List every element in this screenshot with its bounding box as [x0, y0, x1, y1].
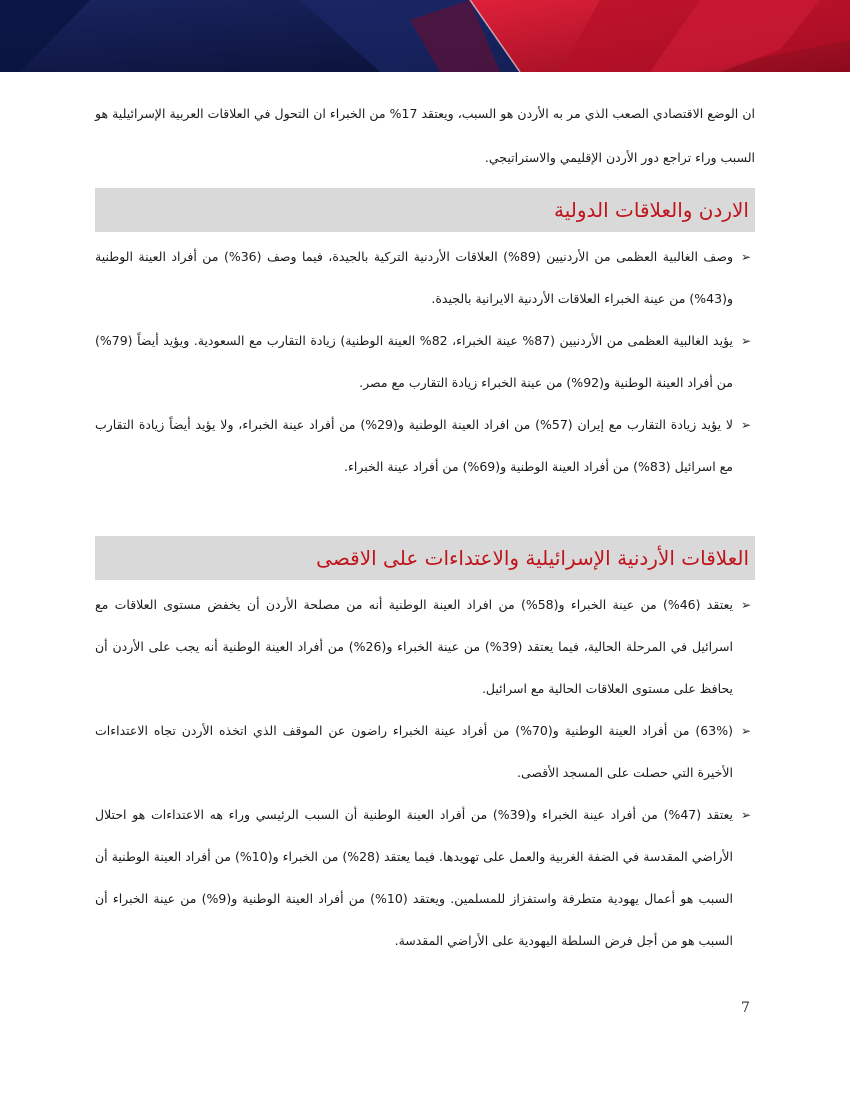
arrowhead-bullet-icon: ➢	[740, 598, 751, 612]
list-item-text: وصف الغالبية العظمى من الأردنيين (89%) العلاقات الأردنية التركية بالجيدة، فيما وصف (36%) من أفراد العينة الوطنية و(43%) من عينة الخبراء العلاقات الأردنية الايرانية بالجيدة.	[95, 249, 733, 306]
list-item	[95, 710, 755, 794]
section2-bullet-list	[95, 584, 755, 962]
list-item	[95, 236, 755, 320]
header-banner	[0, 0, 850, 72]
list-item-text: (63%) من أفراد العينة الوطنية و(70%) من أفراد عينة الخبراء راضون عن الموقف الذي اتخذه الأردن تجاه الاعتداءات الأخيرة التي حصلت على المسجد الأقصى.	[95, 723, 733, 780]
section1-bullet-list	[95, 236, 755, 488]
list-item	[95, 794, 755, 962]
section-spacer	[95, 488, 755, 528]
banner-graphic	[0, 0, 850, 72]
section-heading-jordan-international-relations	[95, 188, 755, 232]
intro-paragraph: ان الوضع الاقتصادي الصعب الذي مر به الأردن هو السبب، ويعتقد 17% من الخبراء ان التحول في العلاقات العربية الإسرائيلية هو السبب وراء تراجع دور الأردن الإقليمي والاستراتيجي.	[95, 106, 755, 165]
arrowhead-bullet-icon: ➢	[740, 724, 751, 738]
list-item-text: لا يؤيد زيادة التقارب مع إيران (57%) من افراد العينة الوطنية و(29%) من أفراد عينة الخبراء، ولا يؤيد أيضاً زيادة التقارب مع اسرائيل (83%) من أفراد العينة الوطنية و(69%) من أفراد عينة الخبراء.	[95, 417, 734, 474]
list-item-text: يؤيد الغالبية العظمى من الأردنيين (87% عينة الخبراء، 82% العينة الوطنية) زيادة التقارب مع السعودية. ويؤيد أيضاً (79%) من أفراد العينة الوطنية و(92%) من عينة الخبراء زيادة التقارب مع مصر.	[95, 333, 733, 390]
arrowhead-bullet-icon: ➢	[740, 250, 751, 264]
section-heading-jordan-israel-relations	[95, 536, 755, 580]
arrowhead-bullet-icon: ➢	[740, 808, 751, 822]
list-item-text: يعتقد (47%) من أفراد عينة الخبراء و(39%) من أفراد العينة الوطنية أن السبب الرئيسي وراء هه الاعتداءات هو احتلال الأراضي المقدسة في الضفة الغربية والعمل على تهويدها. فيما يعتقد (28%) من الخبراء و(10%) من أفراد العينة الوطنية أن السبب هو أعمال يهودية متطرفة واستفزاز للمسلمين. ويعتقد (10%) من أفراد العينة الوطنية و(9%) من عينة الخبراء أن السبب هو من أجل فرض السلطة اليهودية على الأراضي المقدسة.	[95, 807, 733, 948]
arrowhead-bullet-icon: ➢	[740, 418, 751, 432]
list-item	[95, 320, 755, 404]
list-item	[95, 404, 755, 488]
section-title: الاردن والعلاقات الدولية	[554, 198, 749, 222]
page-content	[95, 92, 755, 962]
list-item	[95, 584, 755, 710]
list-item-text: يعتقد (46%) من عينة الخبراء و(58%) من افراد العينة الوطنية أنه من مصلحة الأردن أن يخفض مستوى العلاقات مع اسرائيل في المرحلة الحالية، فيما يعتقد (39%) من عينة الخبراء و(26%) من أفراد العينة الوطنية أنه يجب على الأردن أن يحافظ على مستوى العلاقات الحالية مع اسرائيل.	[95, 597, 733, 696]
section-title: العلاقات الأردنية الإسرائيلية والاعتداءات على الاقصى	[316, 546, 749, 570]
page-number: 7	[741, 1000, 750, 1016]
arrowhead-bullet-icon: ➢	[740, 334, 751, 348]
